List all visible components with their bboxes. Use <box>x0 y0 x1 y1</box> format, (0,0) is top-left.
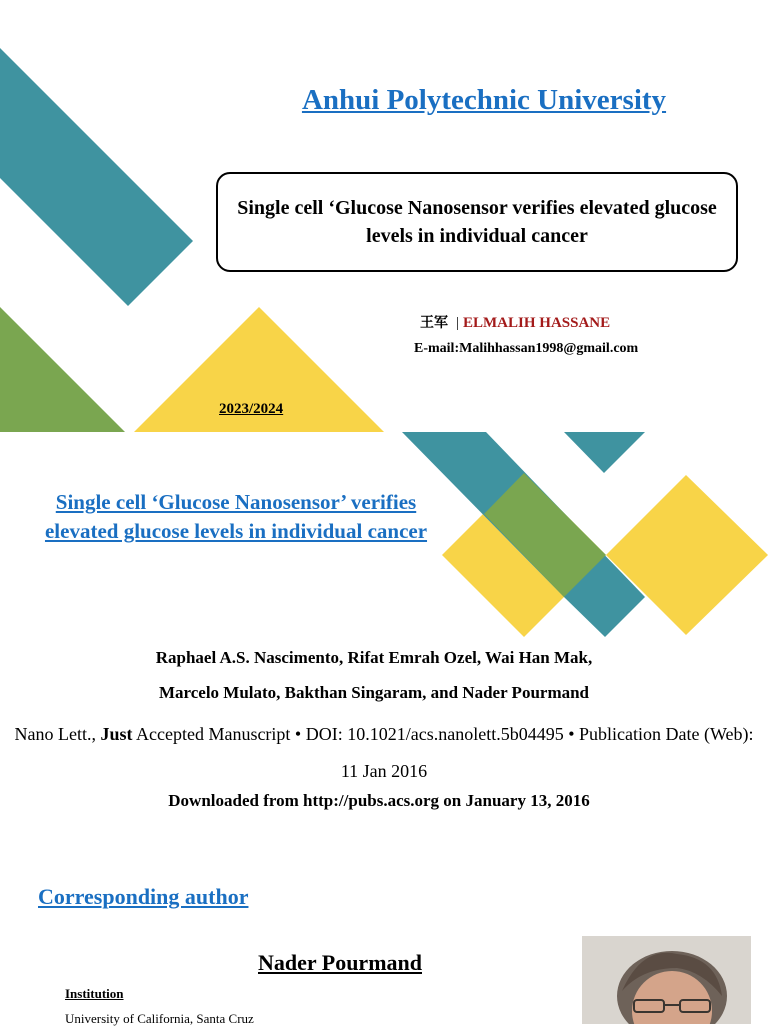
green-triangle-left <box>0 307 125 432</box>
title-box <box>216 172 738 272</box>
institution-label: Institution <box>65 986 124 1001</box>
author-english-name: ELMALIH HASSANE <box>463 315 611 331</box>
university-title: Anhui Polytechnic University <box>301 84 667 116</box>
paper-citation <box>10 716 758 790</box>
download-note: Downloaded from http://pubs.acs.org on January 13, 2016 <box>168 791 590 810</box>
author-email: E-mail:Malihhassan1998@gmail.com <box>414 341 639 356</box>
paper-authors-line-1: Raphael A.S. Nascimento, Rifat Emrah Ozel, Wai Han Mak, <box>155 648 593 667</box>
institution-value: University of California, Santa Cruz <box>65 1011 254 1026</box>
citation-just: Just <box>100 724 133 744</box>
teal-triangle-small <box>564 432 645 473</box>
paper-title-link[interactable]: Single cell ‘Glucose Nanosensor’ verifies elevated glucose levels in individual cancer <box>44 490 428 543</box>
teal-band-top-left <box>0 48 193 306</box>
author-photo <box>582 936 751 1024</box>
academic-year: 2023/2024 <box>219 401 284 417</box>
citation-details: Accepted Manuscript • DOI: 10.1021/acs.nanolett.5b04495 • Publication Date (Web): 11 Jan 2016 <box>132 724 754 781</box>
corresponding-author-heading[interactable]: Corresponding author <box>38 884 249 909</box>
author-separator: | <box>456 315 460 331</box>
student-author-line <box>420 312 720 332</box>
author-chinese-name: 王军 <box>420 315 448 331</box>
citation-journal: Nano Lett., <box>14 724 101 744</box>
corresponding-author-name: Nader Pourmand <box>258 950 422 975</box>
title-box-text: Single cell ‘Glucose Nanosensor verifies elevated glucose levels in individual cancer <box>237 197 717 247</box>
paper-authors-line-2: Marcelo Mulato, Bakthan Singaram, and Nader Pourmand <box>158 683 590 702</box>
author-photo-illustration <box>582 936 751 1024</box>
